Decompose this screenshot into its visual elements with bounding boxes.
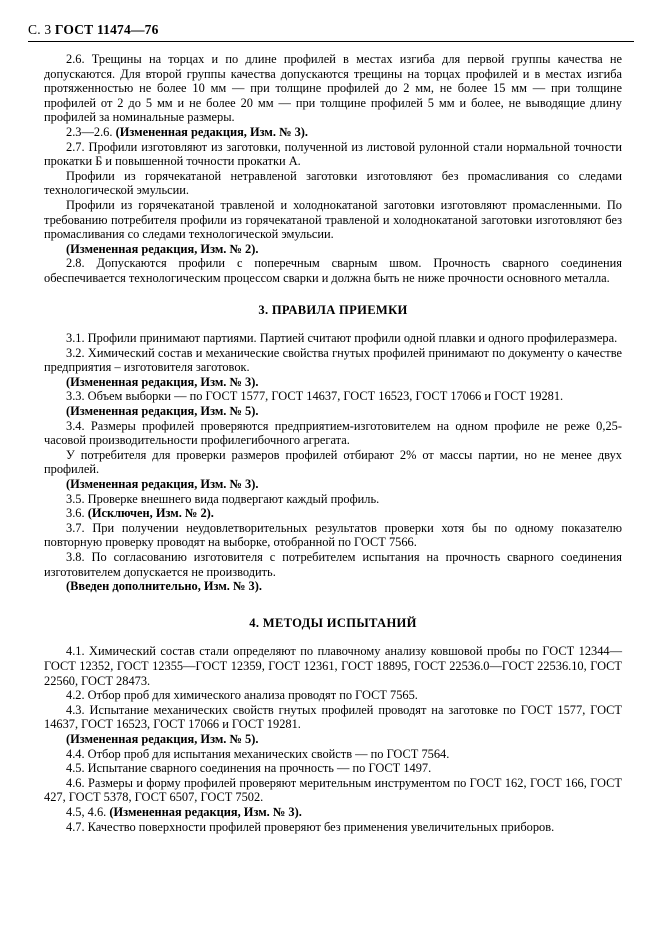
paragraph-4-2: 4.2. Отбор проб для химического анализа проводят по ГОСТ 7565.	[66, 688, 418, 703]
revision-note-4-5-4-6: (Измененная редакция, Изм. № 3).	[109, 804, 302, 819]
document-body	[44, 52, 622, 834]
paragraph-3-8: 3.8. По согласованию изготовителя с потребителем испытания на прочность сварного соединения изготовителем допускается не производить.	[44, 550, 622, 579]
paragraph-label-4-5-4-6: 4.5, 4.6.	[66, 804, 110, 819]
standard-number: ГОСТ 11474—76	[54, 22, 159, 37]
paragraph-revision-4-5-4-6	[44, 805, 622, 820]
paragraph-3-5: 3.5. Проверке внешнего вида подвергают каждый профиль.	[66, 491, 380, 506]
paragraph-3-6	[44, 506, 622, 521]
section-title-4: 4. МЕТОДЫ ИСПЫТАНИЙ	[249, 615, 417, 630]
revision-note-4-3: (Измененная редакция, Изм. № 5).	[66, 731, 259, 746]
paragraph-4-7: 4.7. Качество поверхности профилей проверяют без применения увеличительных приборов.	[66, 819, 555, 834]
paragraph-3-3: 3.3. Объем выборки — по ГОСТ 1577, ГОСТ 14637, ГОСТ 16523, ГОСТ 17066 и ГОСТ 19281.	[66, 389, 564, 404]
paragraph-3-4-b: У потребителя для проверки размеров профилей отбирают 2% от массы партии, но не менее двух профилей.	[44, 447, 622, 477]
paragraph-2-7-c: Профили из горячекатаной травленой и холоднокатаной заготовки изготовляют промасленными. По требованию потребителя профили из горячекатаной травленой и холоднокатаной заготовки изготовляют без промасливания со следами технологической эмульсии.	[44, 197, 622, 242]
page-header	[28, 22, 633, 38]
paragraph-revision-2-3-2-6	[44, 125, 622, 140]
header-divider	[28, 41, 634, 42]
section-title-3: 3. ПРАВИЛА ПРИЕМКИ	[258, 302, 408, 317]
excluded-note: (Исключен, Изм. № 2).	[87, 506, 214, 521]
revision-note-3-2: (Измененная редакция, Изм. № 3).	[66, 374, 259, 389]
revision-note-izm-2: (Измененная редакция, Изм. № 2).	[66, 241, 259, 256]
paragraph-3-1: 3.1. Профили принимают партиями. Партией считают профили одной плавки и одного профилеразмера.	[66, 331, 618, 346]
paragraph-4-5: 4.5. Испытание сварного соединения на прочность — по ГОСТ 1497.	[66, 761, 432, 776]
paragraph-label: 2.3—2.6.	[66, 124, 116, 139]
paragraph-3-2: 3.2. Химический состав и механические свойства гнутых профилей принимают по документу о качестве предприятия – изготовителя заготовок.	[44, 345, 622, 375]
paragraph-4-4: 4.4. Отбор проб для испытания механических свойств — по ГОСТ 7564.	[66, 746, 450, 761]
paragraph-label-3-6: 3.6.	[66, 506, 88, 521]
paragraph-4-6: 4.6. Размеры и форму профилей проверяют мерительным инструментом по ГОСТ 162, ГОСТ 166, ГОСТ 427, ГОСТ 5378, ГОСТ 6507, ГОСТ 7502.	[44, 775, 622, 805]
paragraph-3-4: 3.4. Размеры профилей проверяются предприятием-изготовителем на одном профиле не реже 0,25-часовой производительности профилегибочного агрегата.	[44, 418, 622, 448]
page-number: С. 3	[28, 22, 52, 37]
paragraph-2-8: 2.8. Допускаются профили с поперечным сварным швом. Прочность сварного соединения обеспечивается технологическим процессом сварки и должна быть не ниже прочности основного металла.	[44, 256, 622, 285]
paragraph-3-7: 3.7. При получении неудовлетворительных результатов проверки хотя бы по одному показателю повторную проверку проводят на выборке, отобранной по ГОСТ 7566.	[44, 520, 622, 550]
paragraph-2-7-b: Профили из горячекатаной нетравленой заготовки изготовляют без промасливания со следами технологической эмульсии.	[44, 168, 622, 198]
revision-note: (Измененная редакция, Изм. № 3).	[115, 124, 309, 139]
paragraph-2-7: 2.7. Профили изготовляют из заготовки, полученной из листовой рулонной стали нормальной точности прокатки Б и повышенной точности прокатки А.	[44, 139, 622, 169]
paragraph-4-3: 4.3. Испытание механических свойств гнутых профилей проводят на заготовке по ГОСТ 1577, ГОСТ 14637, ГОСТ 16523, ГОСТ 17066 и ГОСТ 19281.	[44, 702, 622, 732]
revision-note-3-3: (Измененная редакция, Изм. № 5).	[66, 404, 259, 419]
paragraph-4-1: 4.1. Химический состав стали определяют по плавочному анализу ковшовой пробы по ГОСТ 12344—ГОСТ 12352, ГОСТ 12355—ГОСТ 12359, ГОСТ 12361, ГОСТ 18895, ГОСТ 22536.0—ГОСТ 22536.10, ГОСТ 22560, ГОСТ 28473.	[44, 644, 622, 688]
paragraph-2-6: 2.6. Трещины на торцах и по длине профилей в местах изгиба для первой группы качества не допускаются. Для второй группы качества допускаются трещины на торцах профилей и в местах изгиба протяженностью не более 10 мм — при толщине профилей до 2 мм, не более 15 мм — при толщине профилей от 2 до 5 мм и не более 20 мм — при толщине профилей 5 мм и более, не выводящие длину профилей за номинальные размеры.	[44, 52, 622, 125]
added-note-3-8: (Введен дополнительно, Изм. № 3).	[66, 579, 262, 594]
revision-note-3-4: (Измененная редакция, Изм. № 3).	[66, 477, 259, 492]
